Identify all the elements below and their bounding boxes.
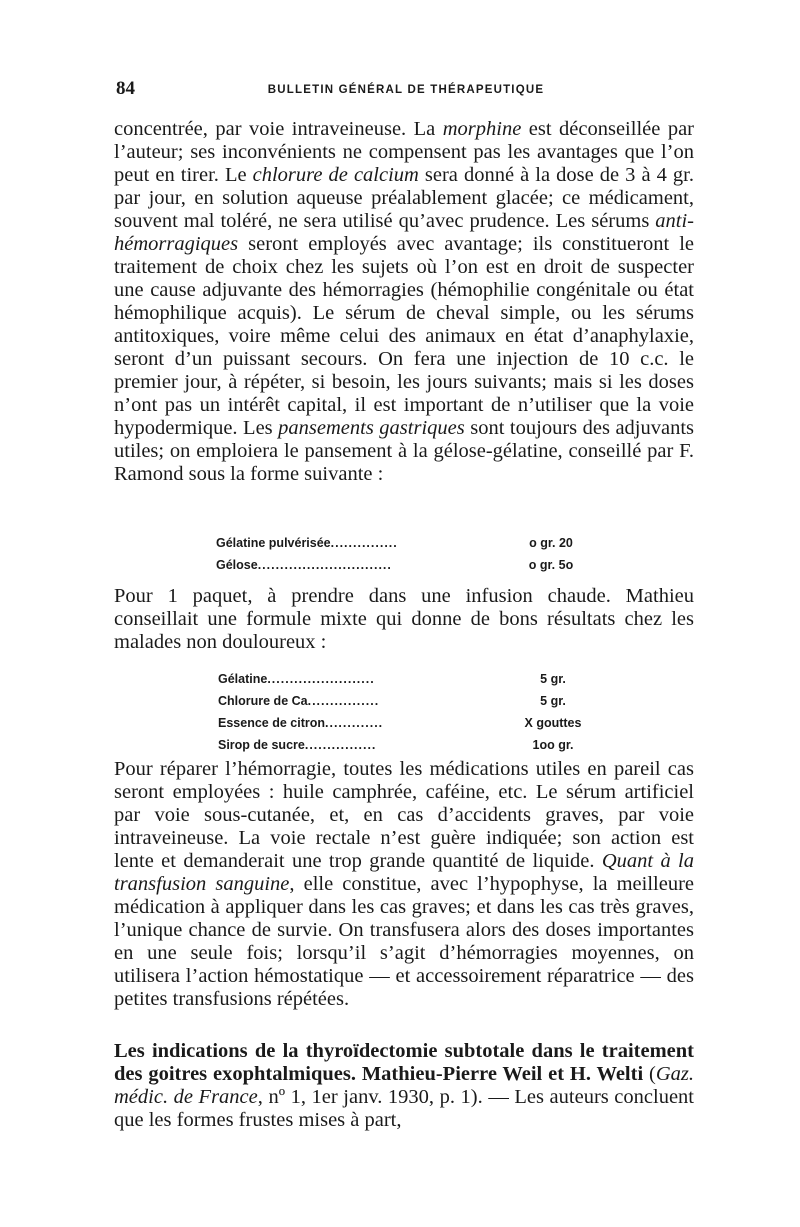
journal-reference: Gaz. médic. de France [114, 1063, 694, 1108]
ingredient-dose: 5 gr. [540, 694, 566, 708]
leader-dots: ........................ [267, 672, 375, 686]
text-run: sera donné à la dose de 3 à 4 gr. par jour, en solution aqueuse préalablement glacée; ce médicament, souvent mal toléré, ne sera utilisé qu’avec prudence. Les sérums [114, 164, 694, 232]
ingredient-name: Gélatine pulvérisée [216, 536, 331, 550]
formula-row [218, 712, 598, 734]
ingredient-name: Chlorure de Ca [218, 694, 308, 708]
formula-row [216, 554, 596, 576]
reference-details: , nº 1, 1er janv. 1930, p. 1). [257, 1086, 483, 1108]
leader-dots: ................ [307, 694, 380, 708]
italic-term-serums: anti-hémorragiques [114, 210, 694, 255]
ingredient-name: Essence de citron [218, 716, 325, 730]
ingredient-dose: o gr. 20 [529, 536, 573, 550]
italic-term-chlorure: chlorure de calcium [252, 164, 419, 186]
text-run: seront employés avec avantage; ils constitueront le traitement de choix chez les sujets où l’on est en droit de suspecter une cause adjuvante des hémorragies (hémophilie congénitale ou état hémophilique acquis). Le sérum de cheval simple, ou les sérums antitoxiques, voire même celui des animaux en état d’anaphylaxie, seront d’un puissant secours. On fera une injection de 10 c.c. le premier jour, à répéter, si besoin, les jours suivants; mais si les doses n’ont pas un intérêt capital, il est important de n’utiliser que la voie hypodermique. Les [114, 233, 694, 439]
text-run: , elle constitue, avec l’hypophyse, la meilleure médication à appliquer dans les cas graves; et dans les cas très graves, l’unique chance de survie. On transfusera alors des doses importantes en une seule fois; lorsqu’il s’agit d’hémorragies moyennes, on utilisera l’action hémostatique — et accessoirement réparatrice — des petites transfusions répétées. [114, 873, 694, 1010]
article-title: Les indications de la thyroïdectomie subtotale dans le traitement des goitres exophtalmiques. Mathieu-Pierre Weil et H. Welti [114, 1040, 694, 1085]
paragraph-text: Pour 1 paquet, à prendre dans une infusion chaude. Mathieu conseillait une formule mixte qui donne de bons résultats chez les malades non douloureux : [114, 585, 694, 653]
text-run: ( [643, 1063, 656, 1085]
text-run: — Les auteurs concluent que les formes frustes mises à part, [114, 1086, 694, 1131]
leader-dots: ................ [304, 738, 377, 752]
text-run: est déconseillée par l’auteur; ses inconvénients ne compensent pas les avantages que l’on peut en tirer. Le [114, 118, 694, 186]
formula-row [216, 532, 596, 554]
text-run: concentrée, par voie intraveineuse. La [114, 118, 443, 140]
ingredient-dose: o gr. 5o [528, 558, 574, 572]
ingredient-dose: 5 gr. [540, 672, 566, 686]
text-run: sont toujours des adjuvants utiles; on emploiera le pansement à la gélose-gélatine, conseillé par F. Ramond sous la forme suivante : [114, 417, 695, 485]
running-head: BULLETIN GÉNÉRAL DE THÉRAPEUTIQUE [267, 84, 545, 96]
page-number: 84 [116, 78, 135, 99]
paragraph-hemorrhage-treatment [114, 118, 694, 486]
formula-row [218, 734, 598, 756]
leader-dots: .............................. [257, 558, 392, 572]
ingredient-dose: X gouttes [524, 716, 582, 730]
formula-gelose-gelatine [216, 532, 596, 576]
italic-term-morphine: morphine [442, 118, 522, 140]
ingredient-dose: 1oo gr. [532, 738, 574, 752]
ingredient-name: Gélose [216, 558, 258, 572]
paragraph-thyroidectomy-abstract [114, 1040, 694, 1132]
ingredient-name: Sirop de sucre [218, 738, 305, 752]
paragraph-mathieu-formula [114, 585, 694, 654]
leader-dots: ............. [325, 716, 384, 730]
page-header [116, 78, 696, 104]
text-run: Pour réparer l’hémorragie, toutes les médications utiles en pareil cas seront employées : huile camphrée, caféine, etc. Le sérum artificiel par voie sous-cutanée, et, en cas d’accidents graves, par voie intraveineuse. La voie rectale n’est guère indiquée; son action est lente et demanderait une trop grande quantité de liquide. [114, 758, 694, 872]
italic-term-pansements: pansements gastriques [278, 417, 465, 439]
formula-mixte [218, 668, 598, 756]
leader-dots: ............... [330, 536, 398, 550]
formula-row [218, 690, 598, 712]
formula-row [218, 668, 598, 690]
italic-term-transfusion: Quant à la transfusion sanguine [114, 850, 694, 895]
ingredient-name: Gélatine [218, 672, 268, 686]
paragraph-repair-hemorrhage [114, 758, 694, 1011]
